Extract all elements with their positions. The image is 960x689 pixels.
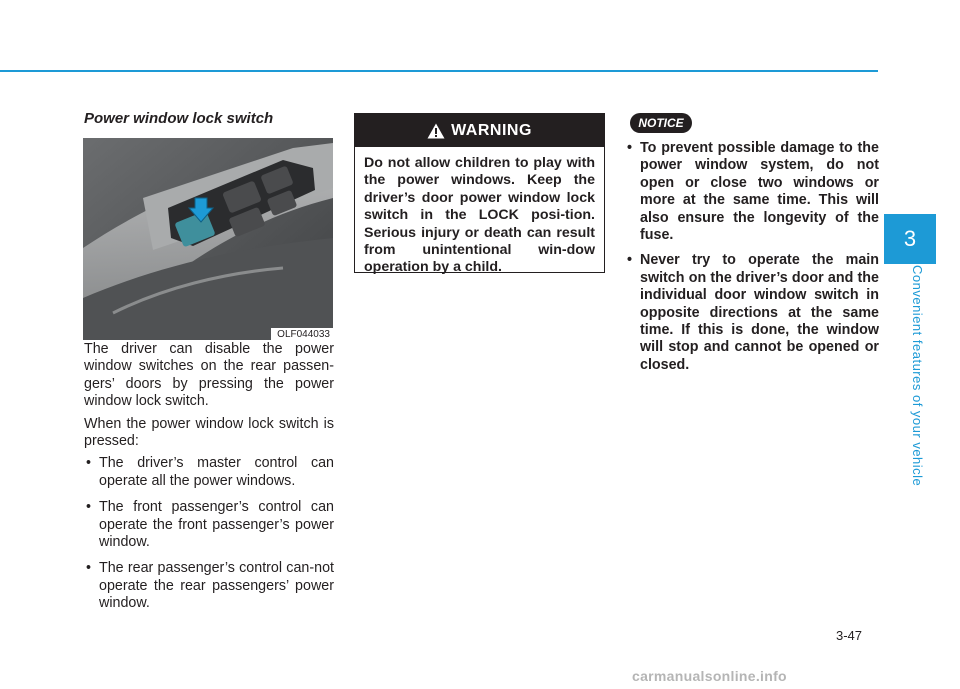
- warning-box: [354, 113, 605, 276]
- section-heading: Power window lock switch: [84, 110, 274, 127]
- warning-triangle-icon: [427, 123, 445, 139]
- header-rule: [0, 70, 878, 72]
- window-lock-switch-photo: [83, 138, 333, 340]
- lead-in-paragraph: When the power window lock switch is pressed:: [84, 415, 334, 450]
- intro-paragraph: The driver can disable the power window switches on the rear passen-gers’ doors by pressing the power window lock switch.: [84, 341, 334, 410]
- door-panel-illustration: [83, 138, 333, 340]
- warning-title: WARNING: [451, 121, 532, 139]
- list-item: • Never try to operate the main switch on the driver’s door and the individual door window switch in opposite directions at the same time. If this is done, the window will stop and cannot be opened or closed.: [623, 252, 879, 374]
- list-item: • The rear passenger’s control can-not operate the rear passengers’ power window.: [84, 560, 334, 612]
- image-caption: OLF044033: [271, 328, 333, 340]
- list-item: • To prevent possible damage to the power window system, do not open or close two windows or more at the same time. This will also ensure the longevity of the fuse.: [623, 140, 879, 244]
- warning-header: [355, 114, 604, 147]
- notice-list: [623, 140, 879, 382]
- chapter-number-tab: 3: [884, 214, 936, 264]
- main-text-column: [84, 341, 334, 622]
- lock-effects-list: [84, 455, 334, 612]
- list-item: • The front passenger’s control can operate the front passenger’s power window.: [84, 499, 334, 551]
- list-item: • The driver’s master control can operate all the power windows.: [84, 455, 334, 490]
- page-number: 3-47: [836, 628, 863, 643]
- chapter-title: Convenient features of your vehicle: [910, 265, 925, 487]
- warning-text: Do not allow children to play with the power windows. Keep the driver’s door power window lock switch in the LOCK posi-tion. Serious injury or death can result from unintentional win-dow operation by a child.: [364, 155, 595, 276]
- notice-badge: NOTICE: [630, 113, 692, 133]
- watermark: carmanualsonline.info: [632, 668, 787, 684]
